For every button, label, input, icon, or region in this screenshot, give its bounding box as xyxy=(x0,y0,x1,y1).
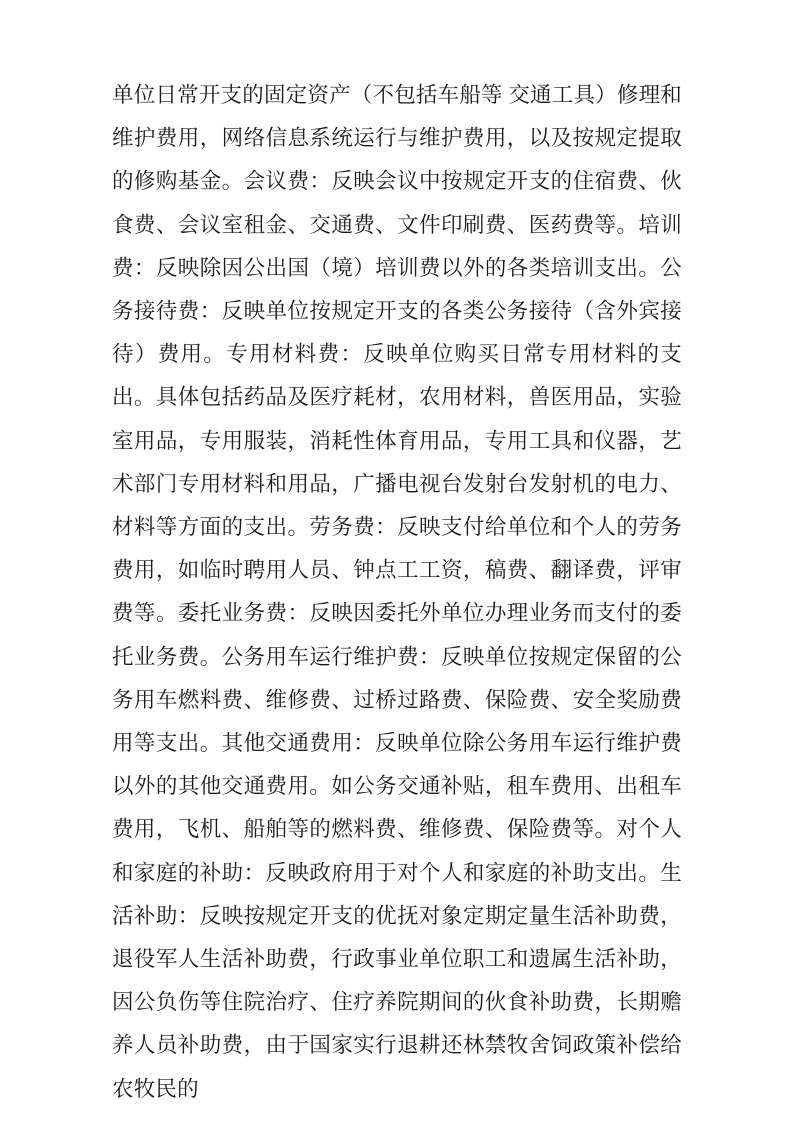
body-paragraph: 单位日常开支的固定资产（不包括车船等 交通工具）修理和维护费用，网络信息系统运行与维护费用，以及按规定提取的修购基金。会议费：反映会议中按规定开支的住宿费、伙食费、会议室租金、交通费、文件印刷费、医药费等。培训费：反映除因公出国（境）培训费以外的各类培训支出。公务接待费：反映单位按规定开支的各类公务接待（含外宾接待）费用。专用材料费：反映单位购买日常专用材料的支出。具体包括药品及医疗耗材，农用材料，兽医用品，实验室用品，专用服装，消耗性体育用品，专用工具和仪器，艺术部门专用材料和用品，广播电视台发射台发射机的电力、材料等方面的支出。劳务费：反映支付给单位和个人的劳务费用，如临时聘用人员、钟点工工资，稿费、翻译费，评审费等。委托业务费：反映因委托外单位办理业务而支付的委托业务费。公务用车运行维护费：反映单位按规定保留的公务用车燃料费、维修费、过桥过路费、保险费、安全奖励费用等支出。其他交通费用：反映单位除公务用车运行维护费以外的其他交通费用。如公务交通补贴，租车费用、出租车费用，飞机、船舶等的燃料费、维修费、保险费等。对个人和家庭的补助：反映政府用于对个人和家庭的补助支出。生活补助：反映按规定开支的优抚对象定期定量生活补助费，退役军人生活补助费，行政事业单位职工和遗属生活补助，因公负伤等住院治疗、住疗养院期间的伙食补助费，长期赡养人员补助费，由于国家实行退耕还林禁牧舍饲政策补偿给农牧民的 xyxy=(112,83,682,1101)
page-body xyxy=(112,74,682,1111)
